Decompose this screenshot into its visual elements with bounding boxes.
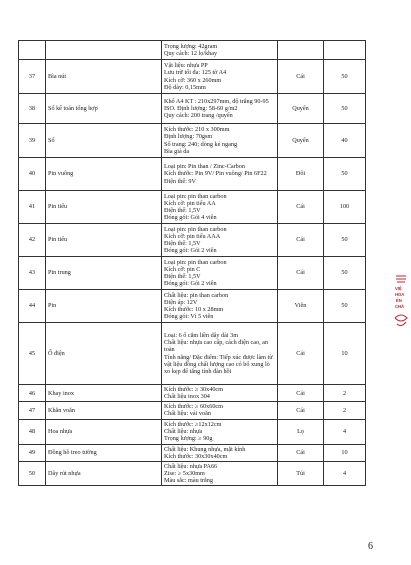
row-number: 38 (19, 94, 46, 124)
item-unit: Cái (278, 402, 324, 419)
item-quantity: 10 (324, 323, 366, 385)
table-row (19, 191, 366, 224)
spec-line: Chất liệu: nhựa PA66 (164, 462, 218, 470)
spec-line: Loại pin: pin than carbon (164, 225, 227, 233)
spec-line: Đóng gói: Gói 4 viên (164, 214, 217, 222)
spec-line: Loại pin: pin than carbon (164, 192, 227, 200)
spec-line: Kích thước: Pin 9V/ Pin vuông/ Pin 6F22 (164, 170, 267, 178)
spec-line: Đóng gói: Gói 2 viên (164, 280, 217, 288)
table-row (19, 224, 366, 257)
row-number: 49 (19, 444, 46, 461)
svg-text:HOA: HOA (395, 292, 405, 297)
item-spec (162, 41, 278, 60)
spec-line: Đóng gói: Vỉ 5 viên (164, 313, 214, 321)
svg-text:VIỆ: VIỆ (395, 286, 402, 291)
spec-line: Bìa giả da (164, 147, 190, 155)
item-name: Hoa nhựa (46, 419, 162, 444)
row-number: 39 (19, 124, 46, 158)
table-row (19, 94, 366, 124)
row-number: 41 (19, 191, 46, 224)
spec-line: Điện thế: 1,5V (164, 240, 201, 247)
item-unit: Đôi (278, 158, 324, 191)
row-number: 43 (19, 257, 46, 290)
table-row (19, 402, 366, 419)
spec-line: Kích thước: ≥ 30x40cm (164, 386, 223, 393)
item-unit: Cái (278, 60, 324, 94)
spec-line: Zise: ≥ 5x30mm (164, 469, 205, 477)
item-spec (162, 257, 278, 290)
spec-line: Chất liệu: pin than carbon (164, 291, 229, 299)
item-quantity: 10 (324, 444, 366, 461)
spec-line: Chất liệu: vải voăn (164, 410, 211, 418)
item-quantity: 40 (324, 124, 366, 158)
table-row (19, 41, 366, 60)
spec-line: Kích thước: 10 x 28mm (164, 306, 224, 313)
svg-text:ÉN: ÉN (396, 298, 402, 303)
spec-line: Kích cỡ: pin C (164, 265, 201, 273)
item-spec (162, 444, 278, 461)
item-unit: Cái (278, 444, 324, 461)
item-quantity: 4 (324, 461, 366, 485)
svg-text:CHĂ: CHĂ (395, 304, 405, 309)
item-spec (162, 419, 278, 444)
spec-line: Loại pin: pin than carbon (164, 258, 227, 266)
item-quantity: 50 (324, 224, 366, 257)
table-row (19, 323, 366, 385)
item-quantity: 50 (324, 94, 366, 124)
spec-line: Quy cách: 200 trang /quyển (164, 112, 233, 120)
item-quantity: 50 (324, 257, 366, 290)
item-unit: Cái (278, 191, 324, 224)
spec-line: Điện thế: 1,5V (164, 273, 201, 280)
item-name: Dây rút nhựa (46, 461, 162, 485)
item-name: Pin (46, 290, 162, 323)
table-row (19, 257, 366, 290)
spec-line: Trọng lượng: 42gram (164, 42, 218, 50)
page-number: 6 (368, 541, 373, 552)
spec-line: Kích thước: ≥ 60x60cm (164, 403, 223, 411)
row-number (19, 41, 46, 60)
spec-line: Trọng lượng: ≥ 90g (164, 435, 213, 443)
spec-line: Kích cỡ: pin tiểu AAA (164, 232, 221, 240)
item-name: Bìa nút (46, 60, 162, 94)
item-name: Sổ kế toán tổng hợp (46, 94, 162, 124)
spec-line: Kích thước: 30x30x40cm (164, 452, 228, 460)
item-name: Pin tiểu (46, 224, 162, 257)
table-row (19, 461, 366, 485)
spec-line: Vật liệu: nhựa PP (164, 62, 208, 70)
item-quantity (324, 41, 366, 60)
table-row (19, 290, 366, 323)
table-row (19, 385, 366, 402)
stamp-icon (394, 274, 408, 336)
item-spec (162, 224, 278, 257)
spec-line: Khổ A4 KT : 210x297mm, độ trắng 90-95 ISO. Định lượng: 58-60 g/m2 (164, 97, 269, 112)
item-quantity: 50 (324, 60, 366, 94)
item-name: Ổ điện (46, 323, 162, 385)
table-row (19, 158, 366, 191)
spec-line: Định lượng: 70gsm (164, 133, 213, 141)
spec-line: Đóng gói: Gói 2 viên (164, 247, 217, 255)
item-spec (162, 385, 278, 402)
row-number: 46 (19, 385, 46, 402)
spec-line: Điện thế: 1,5V (164, 207, 201, 214)
item-name: Pin tiểu (46, 191, 162, 224)
row-number: 40 (19, 158, 46, 191)
item-name: Đồng hồ treo tường (46, 444, 162, 461)
row-number: 42 (19, 224, 46, 257)
item-spec (162, 94, 278, 124)
spec-line: Loại: 6 ổ cắm liền dây dài 3m (164, 332, 239, 340)
item-unit: Lọ (278, 419, 324, 444)
item-name: Pin vuông (46, 158, 162, 191)
spec-line: Chất liệu inox 304 (164, 393, 210, 401)
item-name (46, 41, 162, 60)
spec-line: Chất liệu: nhựa cao cấp, cách điện cao, an toàn (164, 339, 269, 354)
table-row (19, 60, 366, 94)
row-number: 48 (19, 419, 46, 444)
spec-line: Chất liệu: nhựa (164, 427, 203, 435)
item-unit: Cái (278, 224, 324, 257)
item-quantity: 2 (324, 402, 366, 419)
table-row (19, 444, 366, 461)
item-quantity: 4 (324, 419, 366, 444)
item-quantity: 2 (324, 385, 366, 402)
row-number: 37 (19, 60, 46, 94)
item-unit: Quyển (278, 124, 324, 158)
spec-line: Điện thế: 9V (164, 177, 196, 185)
spec-line: Loại pin: Pin than / Zinc-Carbon (164, 163, 245, 171)
item-spec (162, 290, 278, 323)
spec-line: Lưu trữ tối đa: 125 tờ A4 (164, 69, 227, 77)
spec-line: Quy cách: 12 lọ/khay (164, 50, 218, 57)
row-number: 45 (19, 323, 46, 385)
spec-line: Kích cỡ: pin tiểu AA (164, 199, 216, 207)
item-spec (162, 323, 278, 385)
item-spec (162, 191, 278, 224)
item-spec (162, 60, 278, 94)
item-unit: Viên (278, 290, 324, 323)
spec-line: Kích cỡ: 360 x 260mm (164, 76, 222, 84)
item-name: Pin trung (46, 257, 162, 290)
spec-line: Kích thước: 210 x 300mm (164, 126, 230, 134)
spec-line: Màu sắc: màu trắng (164, 477, 213, 484)
item-unit: Quyển (278, 94, 324, 124)
row-number: 47 (19, 402, 46, 419)
table-row (19, 419, 366, 444)
item-quantity: 50 (324, 158, 366, 191)
item-quantity: 100 (324, 191, 366, 224)
spec-line: Tính năng/ Đặc điểm: Tiếp xúc được làm từ vật liệu đồng chất lượng cao có bổ xung lò xo kẹp để tăng tính đàn hồi (164, 353, 273, 375)
item-unit (278, 41, 324, 60)
side-stamp (394, 274, 408, 336)
item-spec (162, 124, 278, 158)
item-unit: Túi (278, 461, 324, 485)
row-number: 50 (19, 461, 46, 485)
spec-line: Chất liệu: Khung nhựa, mặt kính (164, 445, 246, 453)
spec-line: Điện áp: 12V (164, 298, 198, 306)
spec-line: Số trang: 240; dòng kẻ ngang (164, 140, 238, 148)
table-row (19, 124, 366, 158)
item-quantity: 50 (324, 290, 366, 323)
supply-table (18, 40, 366, 486)
table-body (19, 41, 366, 486)
item-unit: Cái (278, 385, 324, 402)
item-spec (162, 461, 278, 485)
item-unit: Cái (278, 323, 324, 385)
item-name: Sổ (46, 124, 162, 158)
item-unit: Cái (278, 257, 324, 290)
item-name: Khăn voăn (46, 402, 162, 419)
item-spec (162, 158, 278, 191)
spec-line: Độ dày: 0,15mm (164, 83, 206, 91)
item-spec (162, 402, 278, 419)
spec-line: Kích thước: ≥12x12cm (164, 420, 222, 428)
item-name: Khay inox (46, 385, 162, 402)
row-number: 44 (19, 290, 46, 323)
